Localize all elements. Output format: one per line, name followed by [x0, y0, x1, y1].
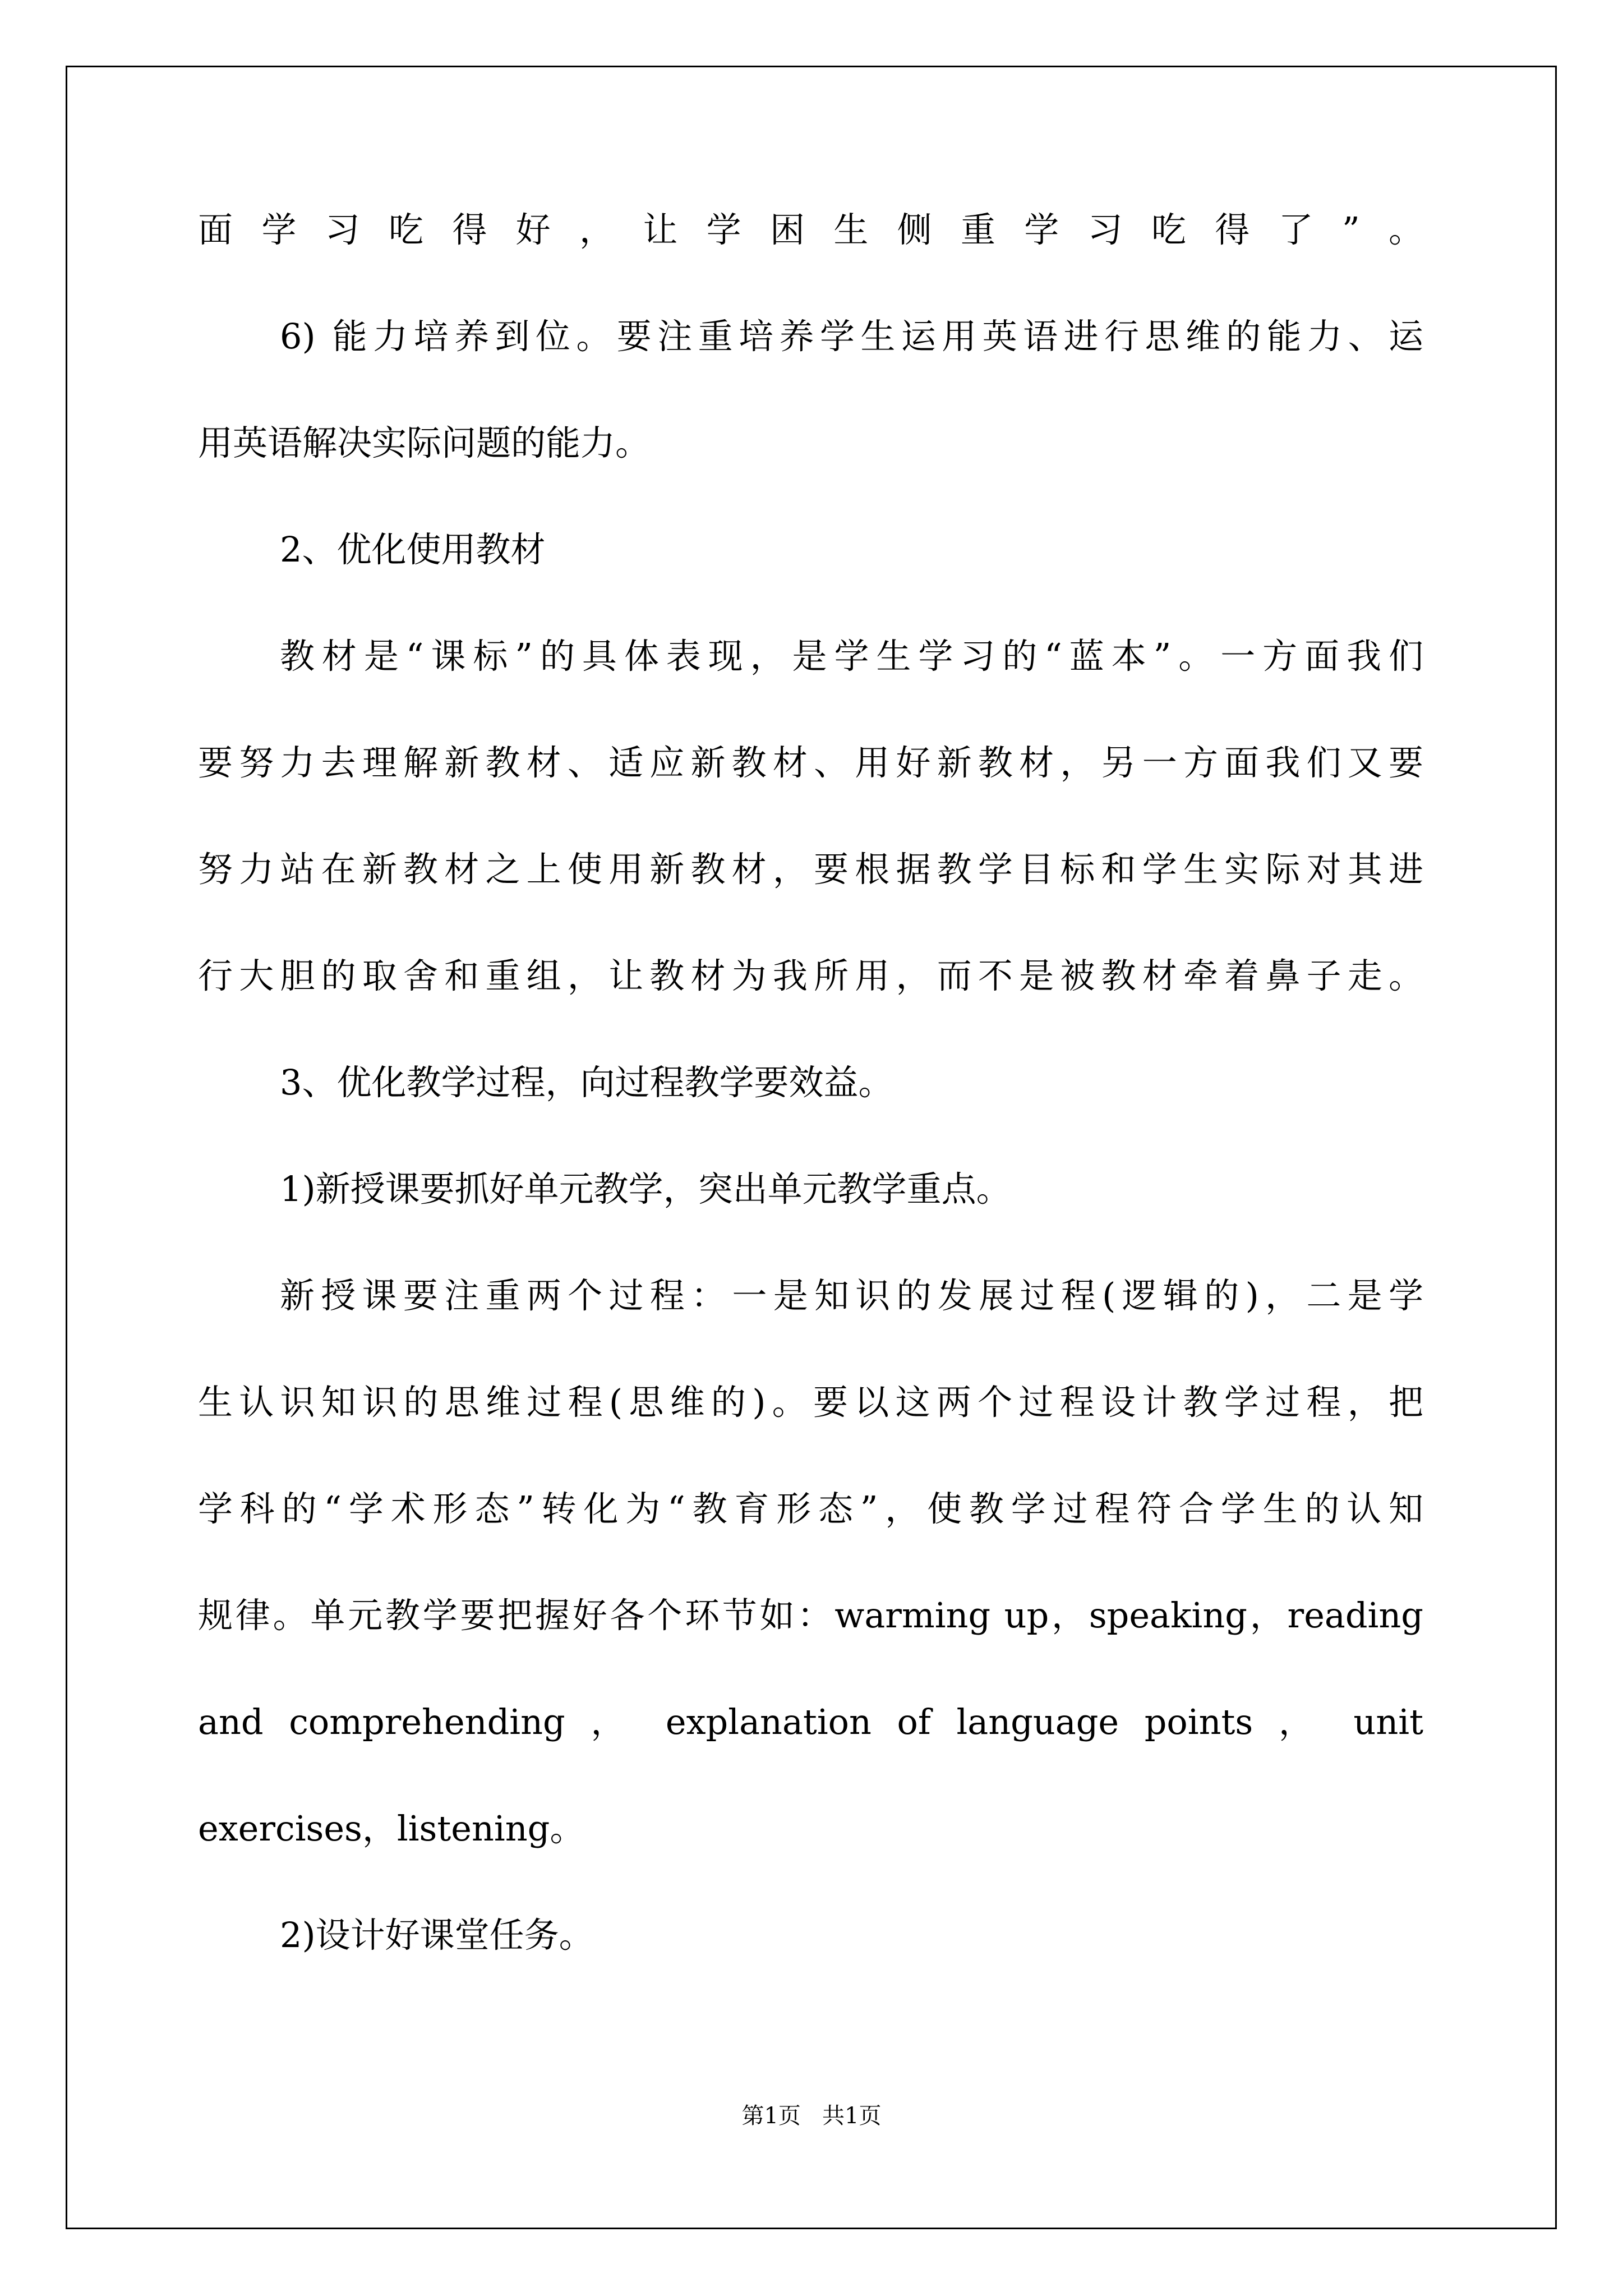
page-border [66, 66, 1557, 2229]
paragraph-line: 用英语解决实际问题的能力。 [198, 422, 651, 463]
paragraph-line: 新授课要注重两个过程：一是知识的发展过程(逻辑的)，二是学 [280, 1275, 1423, 1316]
page-footer: 第1页 共1页 [741, 2103, 882, 2129]
paragraph-line: 教材是“课标”的具体表现，是学生学习的“蓝本”。一方面我们 [280, 636, 1423, 677]
paragraph-line: 努力站在新教材之上使用新教材，要根据教学目标和学生实际对其进 [198, 849, 1423, 890]
paragraph-line: 生认识知识的思维过程(思维的)。要以这两个过程设计教学过程，把 [198, 1382, 1423, 1423]
section-heading: 2、优化使用教材 [280, 529, 546, 570]
paragraph-line: 学科的“学术形态”转化为“教育形态”，使教学过程符合学生的认知 [198, 1488, 1423, 1529]
section-heading: 3、优化教学过程，向过程教学要效益。 [280, 1062, 893, 1103]
paragraph-line: 要努力去理解新教材、适应新教材、用好新教材，另一方面我们又要 [198, 742, 1423, 783]
paragraph-line: 面学习吃得好，让学困生侧重学习吃得了”。 [198, 209, 1423, 250]
subsection-heading: 1)新授课要抓好单元教学，突出单元教学重点。 [280, 1168, 1011, 1209]
subsection-heading: 2)设计好课堂任务。 [280, 1915, 594, 1955]
paragraph-line: exercises，listening。 [198, 1808, 585, 1849]
paragraph-line: 规律。单元教学要把握好各个环节如：warming up，speaking，reading [198, 1595, 1423, 1636]
paragraph-line: and comprehending ， explanation of language points ， unit [198, 1701, 1423, 1742]
paragraph-line: 行大胆的取舍和重组，让教材为我所用，而不是被教材牵着鼻子走。 [198, 955, 1423, 996]
paragraph-line: 6) 能力培养到位。要注重培养学生运用英语进行思维的能力、运 [280, 316, 1423, 357]
